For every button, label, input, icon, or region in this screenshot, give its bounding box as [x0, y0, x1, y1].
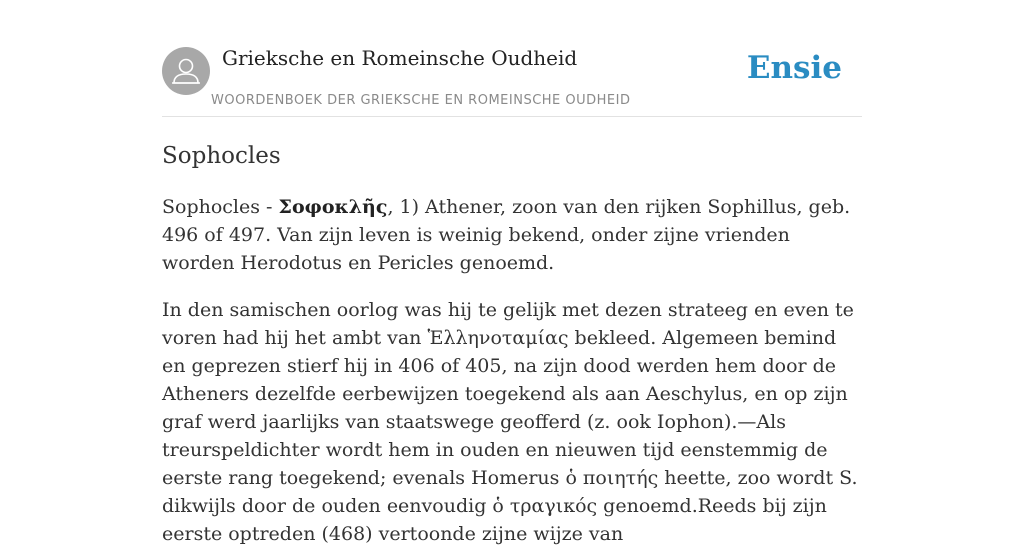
entry-paragraph: [162, 193, 862, 277]
brand-logo[interactable]: Ensie: [746, 50, 842, 86]
site-title[interactable]: Grieksche en Romeinsche Oudheid: [222, 46, 578, 70]
entry-lead: Sophocles -: [162, 195, 279, 218]
entry-title: Sophocles: [162, 143, 281, 169]
entry-text: , 1) Athener, zoon van den rijken Sophillus, geb. 496 of 497. Van zijn leven is weinig bekend, onder zijne vrienden worden Herodotus en Pericles genoemd.: [162, 195, 851, 274]
greek-headword: Σοφοκλῆς: [278, 195, 388, 218]
site-subtitle: WOORDENBOEK DER GRIEKSCHE EN ROMEINSCHE OUDHEID: [211, 93, 631, 108]
dictionary-page: [162, 0, 862, 548]
user-icon[interactable]: [162, 47, 210, 95]
entry-paragraph: In den samischen oorlog was hij te gelijk met dezen strateeg en even te voren had hij het ambt van Ἑλληνοταμίας bekleed. Algemeen bemind en geprezen stierf hij in 406 of 405, na zijn dood werden hem door de Atheners dezelfde eerbewijzen toegekend als aan Aeschylus, en op zijn graf werd jaarlijks van staatswege geofferd (z. ook Iophon).—Als treurspeldichter wordt hem in ouden en nieuwen tijd eenstemmig de eerste rang toegekend; evenals Homerus ὁ ποιητής heette, zoo wordt S. dikwijls door de ouden eenvoudig ὁ τραγικός genoemd.Reeds bij zijn eerste optreden (468) vertoonde zijne wijze van: [162, 298, 858, 545]
site-header: [162, 0, 862, 117]
